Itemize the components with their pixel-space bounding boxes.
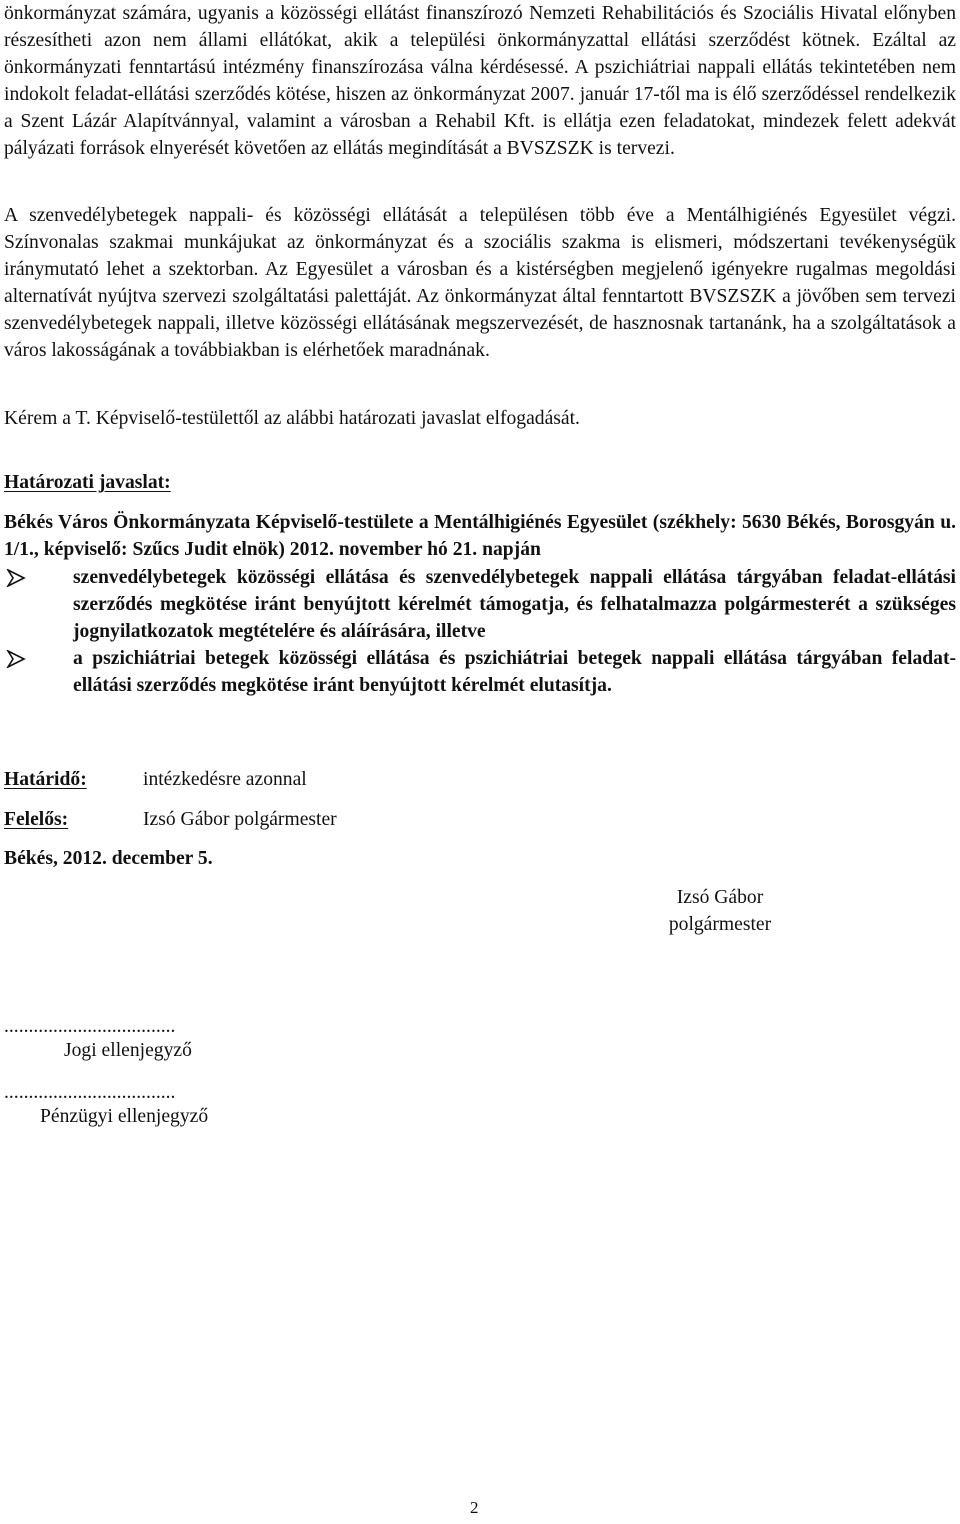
deadline-row bbox=[4, 766, 307, 793]
signature-dots: ................................... bbox=[4, 1082, 176, 1103]
resolution-bullet-text: szenvedélybetegek közösségi ellátása és szenvedélybetegek nappali ellátása tárgyában feladat-ellátási szerződés megkötése iránt benyújtott kérelmét támogatja, és felhatalmazza polgármesterét a szükséges jognyilatkozatok megtételére és aláírására, illetve bbox=[73, 567, 956, 642]
signature-block bbox=[645, 884, 795, 938]
arrow-bullet-icon bbox=[6, 569, 26, 587]
body-paragraph: Kérem a T. Képviselő-testülettől az alábbi határozati javaslat elfogadását. bbox=[4, 408, 580, 429]
resolution-bullet-item bbox=[4, 564, 956, 645]
responsible-row bbox=[4, 806, 337, 833]
responsible-value: Izsó Gábor polgármester bbox=[143, 809, 337, 830]
signature-dots: ................................... bbox=[4, 1016, 176, 1037]
body-paragraph: A szenvedélybetegek nappali- és közösségi ellátását a településen több éve a Mentálhigiénés Egyesület végzi. Színvonalas szakmai munkájukat az önkormányzat és a szociális szakma is elismeri, módszertani tevékenységük iránymutató lehet a szektorban. Az Egyesület a városban és a kistérségben megjelenő igényekre rugalmas megoldási alternatívát nyújtva szervezi szolgáltatási palettáját. Az önkormányzat által fenntartott BVSZSZK a jövőben sem tervezi szenvedélybetegek nappali, illetve közösségi ellátásának megszervezését, de hasznosnak tartanánk, ha a szolgáltatások a város lakosságának a továbbiakban is elérhetőek maradnának. bbox=[4, 205, 956, 361]
body-paragraph: önkormányzat számára, ugyanis a közösségi ellátást finanszírozó Nemzeti Rehabilitációs és Szociális Hivatal előnyben részesítheti azon nem állami ellátókat, akik a települési önkormányzattal ellátási szerződést kötnek. Ezáltal az önkormányzati fenntartású intézmény finanszírozása válna kérdésessé. A pszichiátriai nappali ellátás tekintetében nem indokolt feladat-ellátási szerződés kötése, hiszen az önkormányzat 2007. január 17-től ma is élő szerződéssel rendelkezik a Szent Lázár Alapítvánnyal, valamint a városban a Rehabil Kft. is ellátja ezen feladatokat, mindezek felett adekvát pályázati források elnyerését követően az ellátás megindítását a BVSZSZK is tervezi. bbox=[4, 3, 956, 159]
countersign-label: Jogi ellenjegyző bbox=[64, 1040, 192, 1061]
deadline-value: intézkedésre azonnal bbox=[143, 769, 307, 790]
countersign-label: Pénzügyi ellenjegyző bbox=[40, 1106, 209, 1127]
page-number: 2 bbox=[470, 1498, 479, 1517]
signature-name: Izsó Gábor bbox=[676, 887, 764, 908]
place-date: Békés, 2012. december 5. bbox=[4, 848, 213, 869]
resolution-bullet-item bbox=[4, 645, 956, 699]
countersign-legal bbox=[4, 1017, 192, 1064]
arrow-bullet-icon bbox=[6, 650, 26, 668]
deadline-label: Határidő: bbox=[4, 769, 87, 790]
signature-title: polgármester bbox=[668, 914, 772, 935]
responsible-label: Felelős: bbox=[4, 809, 69, 830]
resolution-heading bbox=[4, 469, 171, 496]
resolution-bullet-text: a pszichiátriai betegek közösségi ellátása és pszichiátriai betegek nappali ellátása tárgyában feladat-ellátási szerződés megkötése iránt benyújtott kérelmét elutasítja. bbox=[73, 648, 956, 696]
countersign-financial bbox=[4, 1083, 208, 1130]
resolution-intro: Békés Város Önkormányzata Képviselő-testülete a Mentálhigiénés Egyesület (székhely: 5630 Békés, Borosgyán u. 1/1., képviselő: Szűcs Judit elnök) 2012. november hó 21. napján bbox=[4, 512, 956, 560]
resolution-heading-text: Határozati javaslat: bbox=[4, 472, 171, 493]
resolution-bullets bbox=[4, 564, 956, 699]
